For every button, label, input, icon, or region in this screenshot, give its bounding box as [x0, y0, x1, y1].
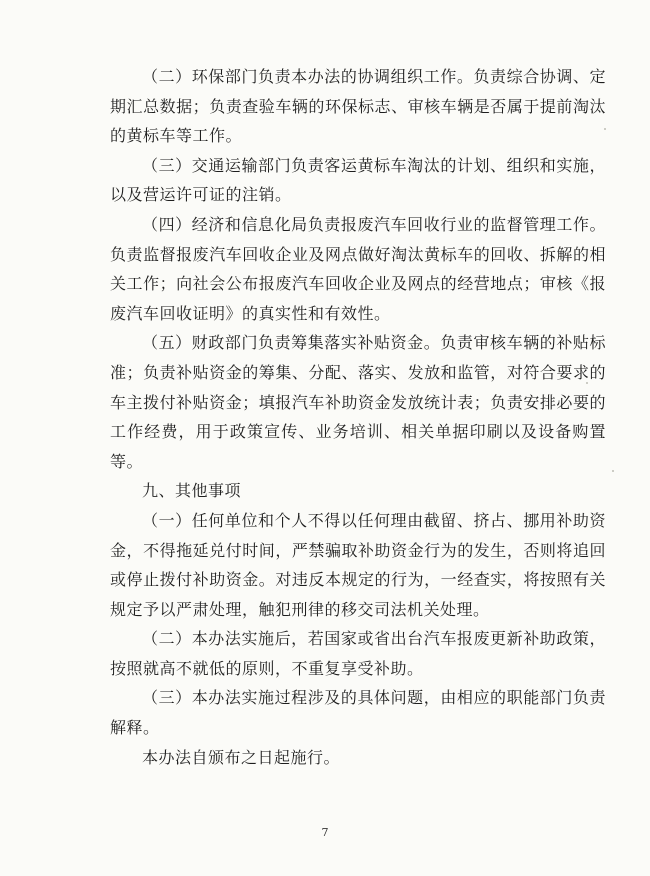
paragraph-interpretation: （三）本办法实施过程涉及的具体问题，由相应的职能部门负责解释。	[110, 688, 606, 738]
paragraph-effective-date: 本办法自颁布之日起施行。	[142, 747, 341, 767]
paragraph-finance-department: （五）财政部门负责筹集落实补贴资金。负责审核车辆的补贴标准；负责补贴资金的筹集、分配、落实、发放和监管，对符合要求的车主拨付补贴资金；填报汽车补助资金发放统计表；负责安排必要的工作经费，用于政策宣传、业务培训、相关单据印刷以及设备购置等。	[110, 333, 606, 471]
paragraph-environmental-department: （二）环保部门负责本办法的协调组织工作。负责综合协调、定期汇总数据；负责查验车辆的环保标志、审核车辆是否属于提前淘汰的黄标车等工作。	[110, 67, 606, 146]
paragraph-fund-misuse-rule: （一）任何单位和个人不得以任何理由截留、挤占、挪用补助资金，不得拖延兑付时间，严禁骗取补助资金行为的发生，否则将追回或停止拨付补助资金。对违反本规定的行为，一经查实，将按照有关规定予以严肃处理，触犯刑律的移交司法机关处理。	[110, 510, 606, 619]
scan-speck	[612, 470, 614, 472]
document-body	[110, 62, 606, 772]
paragraph-no-duplicate-subsidy: （二）本办法实施后，若国家或省出台汽车报废更新补助政策，按照就高不就低的原则，不重复享受补助。	[110, 629, 606, 678]
paragraph-economy-information-bureau: （四）经济和信息化局负责报废汽车回收行业的监督管理工作。负责监督报废汽车回收企业及网点做好淘汰黄标车的回收、拆解的相关工作；向社会公布报废汽车回收企业及网点的经营地点；审核《报废汽车回收证明》的真实性和有效性。	[110, 214, 606, 323]
paragraph-transport-department: （三）交通运输部门负责客运黄标车淘汰的计划、组织和实施，以及营运许可证的注销。	[110, 155, 606, 205]
section-heading-other-matters: 九、其他事项	[142, 481, 242, 501]
scan-speck	[604, 128, 606, 130]
scan-speck	[586, 382, 588, 384]
page-number: 7	[321, 826, 329, 839]
